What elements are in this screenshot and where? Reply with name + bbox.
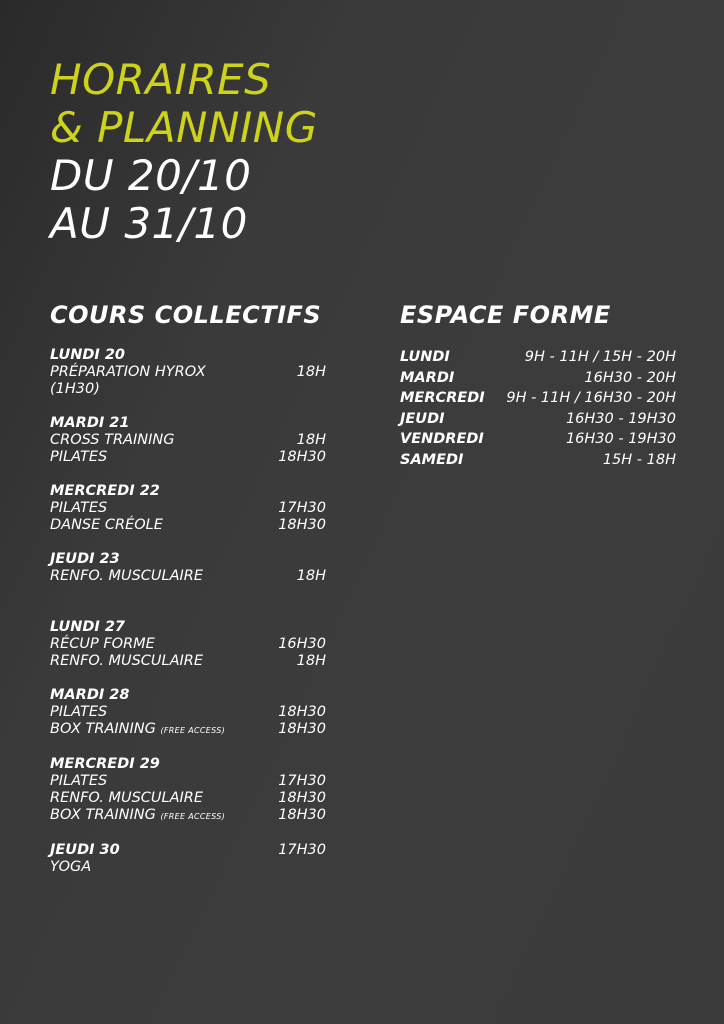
class-name: BOX TRAINING: [50, 721, 156, 737]
day-block: [50, 551, 326, 585]
title-line-4: AU 31/10: [50, 199, 248, 248]
day-block: [50, 415, 326, 466]
day-label: MARDI 28: [50, 687, 130, 703]
class-row: [50, 568, 326, 585]
class-name-cell: [50, 721, 270, 739]
espace-forme-heading: ESPACE FORME: [400, 301, 611, 329]
page-title: [50, 56, 318, 248]
title-line-1: HORAIRES: [50, 55, 272, 104]
class-name: PRÉPARATION HYROX (1H30): [50, 364, 206, 397]
day-label: LUNDI 20: [50, 347, 126, 363]
day-label: JEUDI 30: [50, 842, 120, 858]
class-name-cell: [50, 500, 270, 517]
class-time: 18H30: [278, 704, 326, 720]
class-name-cell: [50, 568, 289, 585]
class-time: 18H30: [278, 721, 326, 737]
class-name: YOGA: [50, 859, 92, 875]
title-line-3: DU 20/10: [50, 151, 252, 200]
forme-day: JEUDI: [400, 410, 445, 427]
class-row: [50, 773, 326, 790]
class-name-cell: [50, 653, 289, 670]
class-time: 18H30: [278, 790, 326, 806]
class-name-cell: [50, 517, 270, 534]
class-name: PILATES: [50, 449, 108, 465]
espace-forme-schedule: [400, 347, 676, 470]
class-name-cell: [50, 790, 270, 807]
day-label: MARDI 21: [50, 415, 130, 431]
class-name: PILATES: [50, 500, 108, 516]
forme-row: [400, 409, 676, 430]
class-time: 18H: [296, 364, 326, 380]
class-time: 18H: [296, 568, 326, 584]
cours-collectifs-heading: COURS COLLECTIFS: [50, 301, 322, 329]
forme-day: MERCREDI: [400, 390, 485, 406]
day-block: [50, 483, 326, 534]
class-time: 16H30: [278, 636, 326, 652]
forme-day: MARDI: [400, 369, 455, 386]
class-name-cell: [50, 636, 270, 653]
class-name: BOX TRAINING: [50, 807, 156, 823]
class-name: PILATES: [50, 773, 108, 789]
class-name-cell: [50, 449, 270, 466]
class-time: 18H30: [278, 449, 326, 465]
class-time: 18H30: [278, 517, 326, 533]
class-name: PILATES: [50, 704, 108, 720]
class-name: RENFO. MUSCULAIRE: [50, 790, 204, 806]
class-row: [50, 364, 326, 398]
title-line-2: & PLANNING: [50, 103, 318, 152]
day-block: [50, 687, 326, 739]
forme-row: [400, 450, 676, 471]
class-note: (FREE ACCESS): [160, 812, 225, 821]
day-label: JEUDI 23: [50, 551, 120, 567]
day-label: MERCREDI 22: [50, 483, 160, 499]
class-name: RÉCUP FORME: [50, 636, 155, 652]
forme-day: LUNDI: [400, 349, 450, 365]
forme-row: [400, 368, 676, 389]
forme-day: SAMEDI: [400, 451, 464, 468]
forme-hours: 16H30 - 20H: [584, 369, 676, 386]
class-name-cell: [50, 364, 220, 398]
class-row: [50, 500, 326, 517]
day-heading: [50, 619, 326, 636]
forme-hours: 16H30 - 19H30: [565, 431, 676, 447]
day-heading: [50, 687, 326, 704]
forme-row: [400, 347, 676, 368]
class-time: 17H30: [278, 500, 326, 516]
cours-collectifs-schedule: [50, 347, 326, 893]
day-block: [50, 756, 326, 825]
forme-hours: 9H - 11H / 15H - 20H: [524, 349, 676, 365]
forme-day: VENDREDI: [400, 431, 484, 447]
day-heading: [50, 551, 326, 568]
forme-hours: 15H - 18H: [602, 451, 676, 468]
day-block: [50, 347, 326, 398]
class-row: [50, 721, 326, 739]
day-label: MERCREDI 29: [50, 756, 160, 772]
day-heading: [50, 756, 326, 773]
class-time: 18H: [296, 653, 326, 669]
day-heading: [50, 347, 326, 364]
class-row: [50, 432, 326, 449]
class-time: 18H: [296, 432, 326, 448]
class-name-cell: [50, 773, 270, 790]
forme-hours: 9H - 11H / 16H30 - 20H: [506, 390, 676, 406]
class-note: (FREE ACCESS): [160, 726, 225, 735]
day-label: LUNDI 27: [50, 619, 126, 635]
day-block: [50, 619, 326, 670]
class-name: RENFO. MUSCULAIRE: [50, 568, 204, 584]
class-row: [50, 449, 326, 466]
class-name-cell: [50, 704, 270, 721]
class-name-cell: [50, 807, 270, 825]
forme-row: [400, 388, 676, 409]
class-name: RENFO. MUSCULAIRE: [50, 653, 204, 669]
class-row: [50, 859, 326, 876]
forme-row: [400, 429, 676, 450]
class-name-cell: [50, 859, 318, 876]
class-name: DANSE CRÉOLE: [50, 517, 163, 533]
class-row: [50, 653, 326, 670]
class-time: 18H30: [278, 807, 326, 823]
forme-hours: 16H30 - 19H30: [565, 410, 676, 427]
class-row: [50, 517, 326, 534]
class-time: 17H30: [278, 773, 326, 789]
class-name: CROSS TRAINING: [50, 432, 175, 448]
day-time: 17H30: [278, 842, 326, 858]
day-block: [50, 842, 326, 876]
day-heading: [50, 415, 326, 432]
class-name-cell: [50, 432, 289, 449]
class-row: [50, 704, 326, 721]
class-row: [50, 636, 326, 653]
day-heading: [50, 842, 326, 859]
class-row: [50, 790, 326, 807]
day-heading: [50, 483, 326, 500]
class-row: [50, 807, 326, 825]
